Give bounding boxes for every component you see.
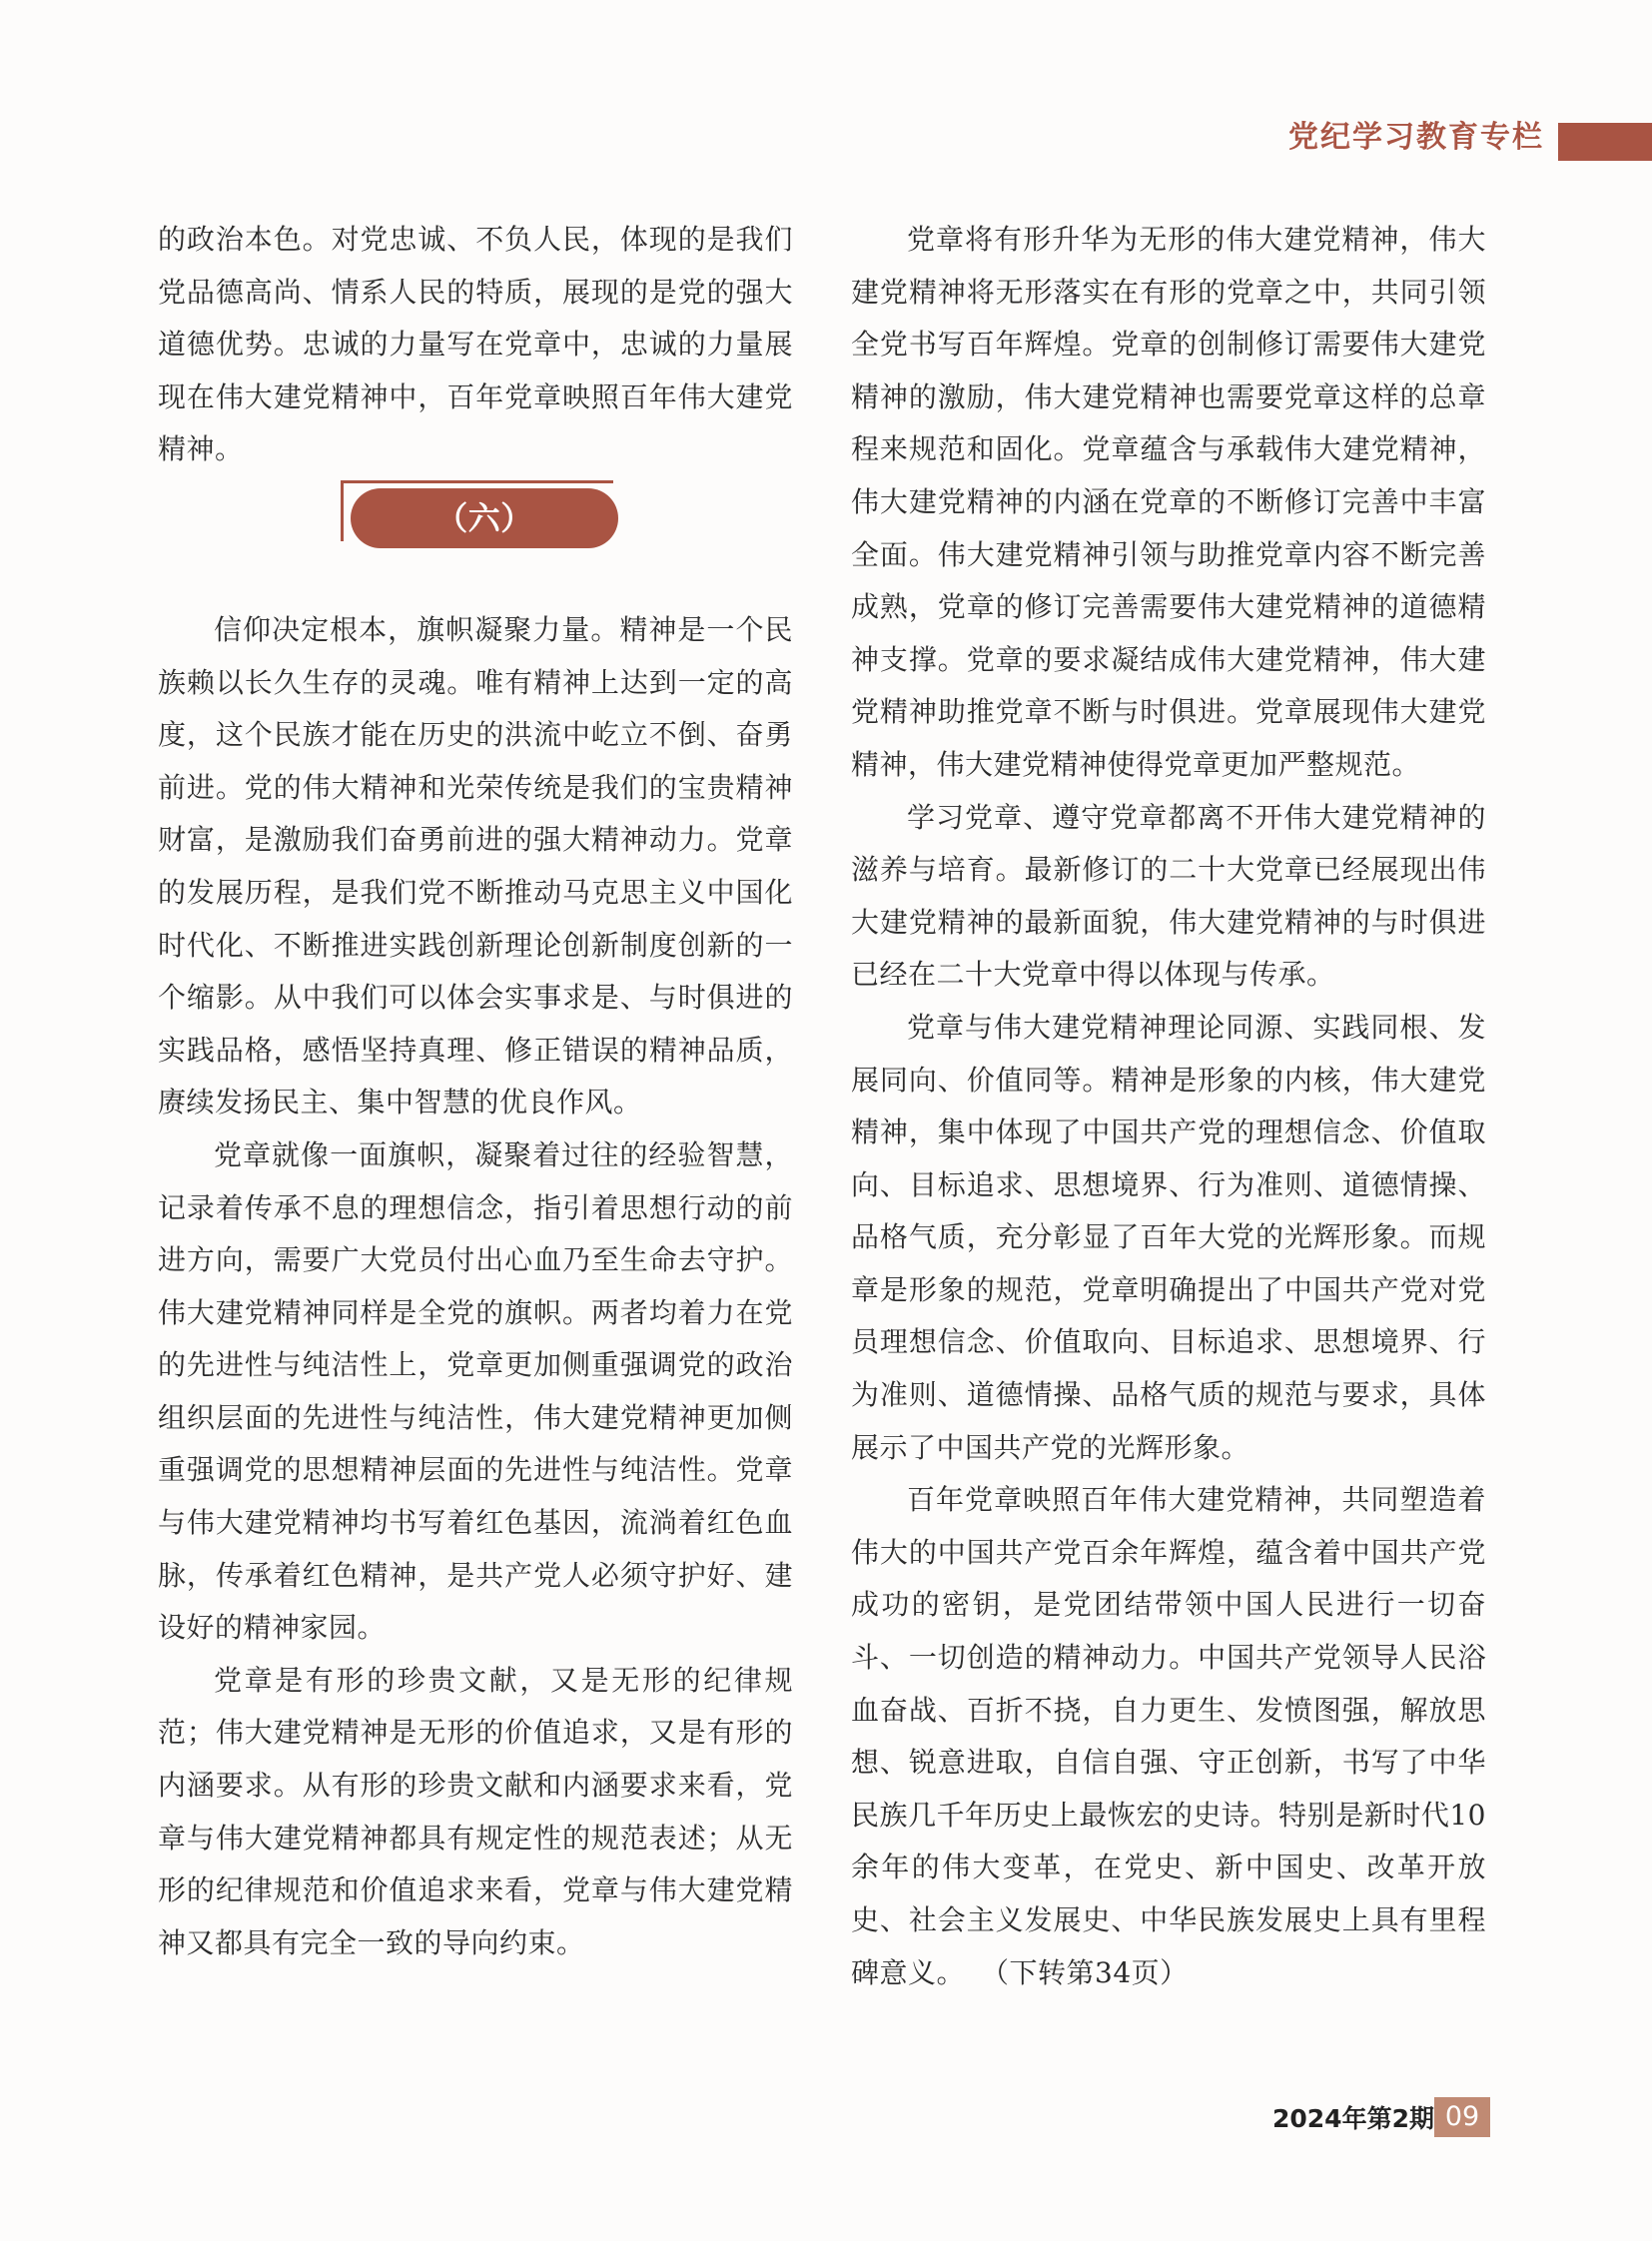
paragraph: 的政治本色。对党忠诚、不负人民，体现的是我们党品德高尚、情系人民的特质，展现的是党的强大道德优势。忠诚的力量写在党章中，忠诚的力量展现在伟大建党精神中，百年党章映照百年伟大建党精神。	[158, 223, 793, 466]
paragraph: 学习党章、遵守党章都离不开伟大建党精神的滋养与培育。最新修订的二十大党章已经展现出伟大建党精神的最新面貌，伟大建党精神的与时俱进已经在二十大党章中得以体现与传承。	[851, 800, 1486, 992]
continued-note: （下转第34页）	[995, 1955, 1189, 1989]
header-accent-bar	[1558, 123, 1652, 161]
paragraph-text: 百年党章映照百年伟大建党精神，共同塑造着伟大的中国共产党百余年辉煌，蕴含着中国共产党成功的密钥，是党团结带领中国人民进行一切奋斗、一切创造的精神动力。中国共产党领导人民浴血奋战、百折不挠，自力更生、发愤图强，解放思想、锐意进取，自信自强、守正创新，书写了中华民族几千年历史上最恢宏的史诗。特别是新时代10余年的伟大变革，在党史、新中国史、改革开放史、社会主义发展史、中华民族发展史上具有里程碑意义。	[851, 1483, 1486, 1989]
section-heading	[158, 476, 793, 568]
page-number: 09	[1434, 2097, 1490, 2137]
section-heading-badge: （六）	[351, 488, 618, 548]
right-column	[851, 214, 1486, 1999]
paragraph	[851, 1474, 1486, 1999]
paragraph: 党章与伟大建党精神理论同源、实践同根、发展同向、价值同等。精神是形象的内核，伟大建党精神，集中体现了中国共产党的理想信念、价值取向、目标追求、思想境界、行为准则、道德情操、品格气质，充分彰显了百年大党的光辉形象。而规章是形象的规范，党章明确提出了中国共产党对党员理想信念、价值取向、目标追求、思想境界、行为准则、道德情操、品格气质的规范与要求，具体展示了中国共产党的光辉形象。	[851, 1010, 1486, 1464]
paragraph: 党章是有形的珍贵文献，又是无形的纪律规范；伟大建党精神是无形的价值追求，又是有形的内涵要求。从有形的珍贵文献和内涵要求来看，党章与伟大建党精神都具有规定性的规范表述；从无形的纪律规范和价值追求来看，党章与伟大建党精神又都具有完全一致的导向约束。	[158, 1663, 793, 1959]
column-title: 党纪学习教育专栏	[1288, 120, 1544, 155]
left-column	[158, 214, 793, 1969]
issue-label: 2024年第2期	[1272, 2104, 1434, 2133]
paragraph: 党章将有形升华为无形的伟大建党精神，伟大建党精神将无形落实在有形的党章之中，共同引领全党书写百年辉煌。党章的创制修订需要伟大建党精神的激励，伟大建党精神也需要党章这样的总章程来规范和固化。党章蕴含与承载伟大建党精神，伟大建党精神的内涵在党章的不断修订完善中丰富全面。伟大建党精神引领与助推党章内容不断完善成熟，党章的修订完善需要伟大建党精神的道德精神支撑。党章的要求凝结成伟大建党精神，伟大建党精神助推党章不断与时俱进。党章展现伟大建党精神，伟大建党精神使得党章更加严整规范。	[851, 223, 1486, 781]
paragraph: 信仰决定根本，旗帜凝聚力量。精神是一个民族赖以长久生存的灵魂。唯有精神上达到一定的高度，这个民族才能在历史的洪流中屹立不倒、奋勇前进。党的伟大精神和光荣传统是我们的宝贵精神财富，是激励我们奋勇前进的强大精神动力。党章的发展历程，是我们党不断推动马克思主义中国化时代化、不断推进实践创新理论创新制度创新的一个缩影。从中我们可以体会实事求是、与时俱进的实践品格，感悟坚持真理、修正错误的精神品质，赓续发扬民主、集中智慧的优良作风。	[158, 612, 793, 1120]
paragraph: 党章就像一面旗帜，凝聚着过往的经验智慧，记录着传承不息的理想信念，指引着思想行动的前进方向，需要广大党员付出心血乃至生命去守护。伟大建党精神同样是全党的旗帜。两者均着力在党的先进性与纯洁性上，党章更加侧重强调党的政治组织层面的先进性与纯洁性，伟大建党精神更加侧重强调党的思想精神层面的先进性与纯洁性。党章与伟大建党精神均书写着红色基因，流淌着红色血脉，传承着红色精神，是共产党人必须守护好、建设好的精神家园。	[158, 1137, 793, 1645]
